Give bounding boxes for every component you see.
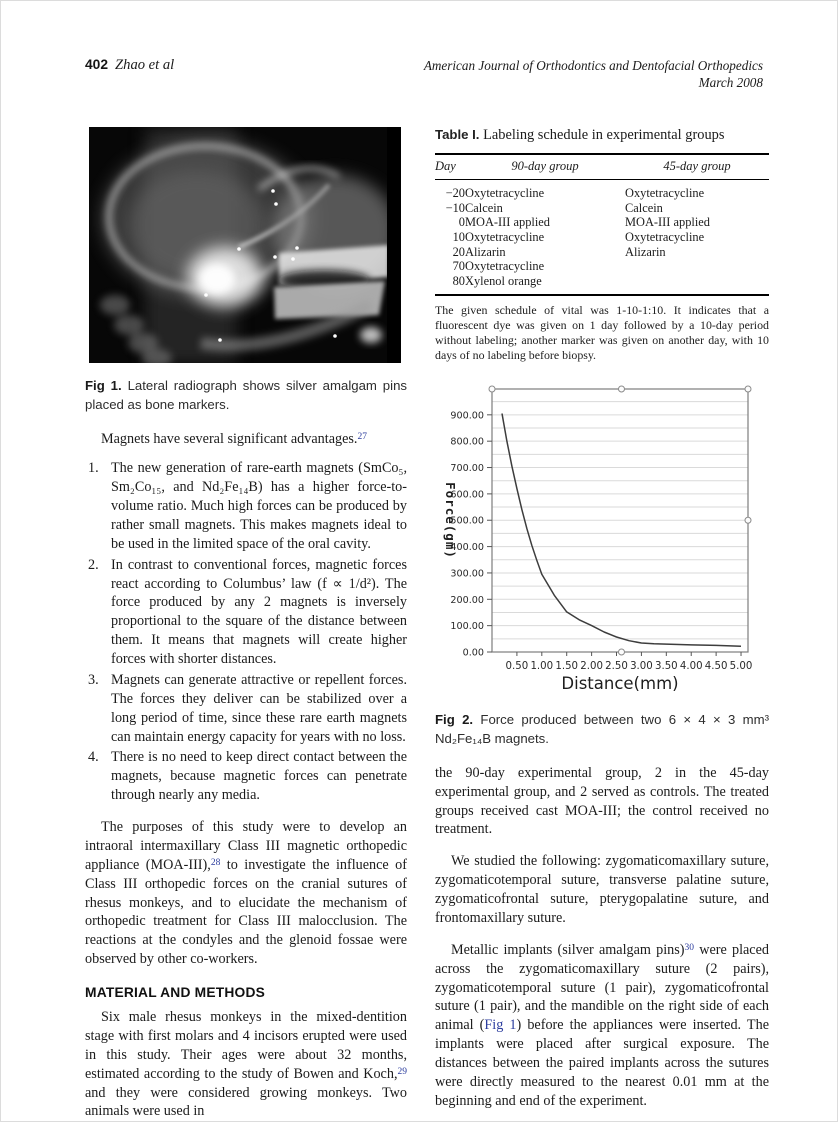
svg-text:3.00: 3.00 <box>630 661 653 673</box>
svg-text:5.00: 5.00 <box>729 661 753 673</box>
svg-text:300.00: 300.00 <box>450 568 484 580</box>
paragraph-metallic-implants: Metallic implants (silver amalgam pins)$^{30}$ were placed across the zygomaticomaxillary suture (2 pairs), zygomaticotemporal suture (1 pair), zygomaticofrontal suture (1 pair), and the mandible on the right side of each animal (Fig 1) before the appliances were inserted. The implants were placed after surgical exposure. The distances between the paired implants across the sutures were directly measured to the nearest 0.01 mm at the beginning and end of the experiment. <box>435 941 769 1109</box>
svg-text:1.50: 1.50 <box>555 661 579 673</box>
skull-xray-image <box>89 127 401 363</box>
table1-title: Table I. Labeling schedule in experimental groups <box>435 127 725 143</box>
header-left <box>85 57 174 74</box>
paragraph-methods-monkeys: Six male rhesus monkeys in the mixed-dentition stage with first molars and 4 incisors erupted were used in this study. Their ages were about 32 months, estimated according to the study of Bowen and Koch,$^{29}$ and they were considered growing monkeys. Two animals were used in <box>85 1009 407 1120</box>
reference-link-30[interactable]: 30 <box>684 942 695 953</box>
column-header-day: Day <box>435 154 465 180</box>
svg-text:700.00: 700.00 <box>450 463 484 475</box>
force-chart <box>435 382 769 702</box>
figure1-crossref-link[interactable]: Fig 1 <box>484 1017 517 1034</box>
issue-date: March 2008 <box>698 75 763 91</box>
svg-text:900.00: 900.00 <box>450 410 484 422</box>
list-item-2: 2. In contrast to conventional forces, magnetic forces react according to Columbus’ law (f ∝ 1/d²). The force produced by any 2 magnets is inversely proportional to the square of the distance between them. It means that magnets will create higher forces with shorter distances. <box>88 556 407 668</box>
reference-link-27[interactable]: 27 <box>357 432 367 443</box>
table-row: 70 Oxytetracycline <box>452 259 545 274</box>
table1-footnote: The given schedule of vital was 1-10-1:10. It indicates that a fluorescent dye was given on 1 day followed by a 10-day period without labeling; another marker was given on another day, with 10 days of no labeling before biopsy. <box>435 303 769 362</box>
svg-text:4.00: 4.00 <box>679 661 703 673</box>
table-row: 20 Alizarin Alizarin <box>452 244 666 259</box>
svg-text:400.00: 400.00 <box>450 542 484 554</box>
running-authors: Zhao et al <box>115 57 175 73</box>
table1-label: Table I. <box>435 127 480 142</box>
column-header-90day: 90-day group <box>465 154 625 180</box>
svg-text:2.50: 2.50 <box>605 661 628 673</box>
paragraph-magnet-advantages: Magnets have several significant advantages.$^{27}$ <box>101 431 367 448</box>
table-row: −20 Oxytetracycline Oxytetracycline <box>445 186 705 200</box>
page-number: 402 <box>85 57 109 72</box>
svg-text:Force(gm): Force(gm) <box>443 482 458 560</box>
svg-text:100.00: 100.00 <box>450 621 484 633</box>
figure2-chart <box>435 382 769 702</box>
advantages-list <box>85 459 407 805</box>
figure1-image <box>89 127 401 363</box>
figure2-caption: Fig 2. Force produced between two 6 × 4 × 3 mm³ Nd₂Fe₁₄B magnets. <box>435 712 770 747</box>
svg-text:2.00: 2.00 <box>580 661 603 673</box>
page-header <box>85 57 763 92</box>
labeling-schedule-table <box>435 153 769 296</box>
svg-text:1.00: 1.00 <box>530 661 554 673</box>
column-header-45day: 45-day group <box>625 154 769 180</box>
paragraph-sutures-studied: We studied the following: zygomaticomaxillary suture, zygomaticotemporal suture, transverse palatine suture, zygomaticofrontal suture, pterygopalatine suture, and frontomaxillary suture. <box>435 853 769 926</box>
table-row: 10 Oxytetracycline Oxytetracycline <box>452 229 705 244</box>
journal-title: American Journal of Orthodontics and Dentofacial Orthopedics <box>423 58 763 73</box>
reference-link-28[interactable]: 28 <box>210 857 221 868</box>
table-row: −10 Calcein Calcein <box>445 200 663 215</box>
svg-text:0.50: 0.50 <box>505 661 529 673</box>
list-item-1: 1. The new generation of rare-earth magnets (SmCo₅, Sm₂Co₁₅, and Nd₂Fe₁₄B) has a higher force-to-volume ratio. Much high forces can be produced by rather small magnets. This makes magnets ideal to be used in the limited space of the oral cavity. <box>88 460 407 552</box>
svg-text:4.50: 4.50 <box>704 661 728 673</box>
table-row: 80 Xylenol orange <box>452 273 542 288</box>
svg-text:800.00: 800.00 <box>450 437 484 449</box>
paragraph-groups: the 90-day experimental group, 2 in the 45-day experimental group, and 2 served as controls. The treated groups received cast MOA-III; the control received no treatment. <box>435 764 769 838</box>
list-item-3: 3. Magnets can generate attractive or repellent forces. The forces they deliver can be stabilized over a long period of time, since these rare earth magnets can maintain energy capacity for years with no loss. <box>88 671 407 745</box>
figure1-caption-label: Fig 1. <box>85 378 122 393</box>
figure1-caption: Fig 1. Lateral radiograph shows silver amalgam pins placed as bone markers. <box>85 378 407 412</box>
svg-text:3.50: 3.50 <box>654 661 678 673</box>
svg-text:600.00: 600.00 <box>450 489 484 501</box>
svg-text:0.00: 0.00 <box>462 647 484 659</box>
header-right <box>424 57 763 92</box>
svg-text:200.00: 200.00 <box>450 595 484 607</box>
list-item-4: 4. There is no need to keep direct contact between the magnets, because magnetic forces can penetrate through nearly any media. <box>88 749 407 804</box>
right-column <box>435 123 769 1111</box>
reference-link-29[interactable]: 29 <box>397 1066 407 1077</box>
paragraph-study-purpose: The purposes of this study were to develop an intraoral intermaxillary Class III magnetic orthopedic appliance (MOA-III),$^{28}$ to investigate the influence of Class III orthopedic forces on the cranial sutures of rhesus monkeys, and to elucidate the mechanism of orthopedic treatment for Class III malocclusion. The reactions at the condyles and the glenoid fossae were observed by other co-workers. <box>85 819 407 968</box>
svg-text:Distance(mm): Distance(mm) <box>561 674 679 694</box>
table-header-row <box>435 154 769 180</box>
section-heading-material-methods: MATERIAL AND METHODS <box>85 985 266 1001</box>
figure2-caption-label: Fig 2. <box>435 712 474 728</box>
table-row: 0 MOA-III applied MOA-III applied <box>458 215 710 230</box>
left-column <box>85 127 407 1121</box>
svg-text:500.00: 500.00 <box>450 516 484 528</box>
